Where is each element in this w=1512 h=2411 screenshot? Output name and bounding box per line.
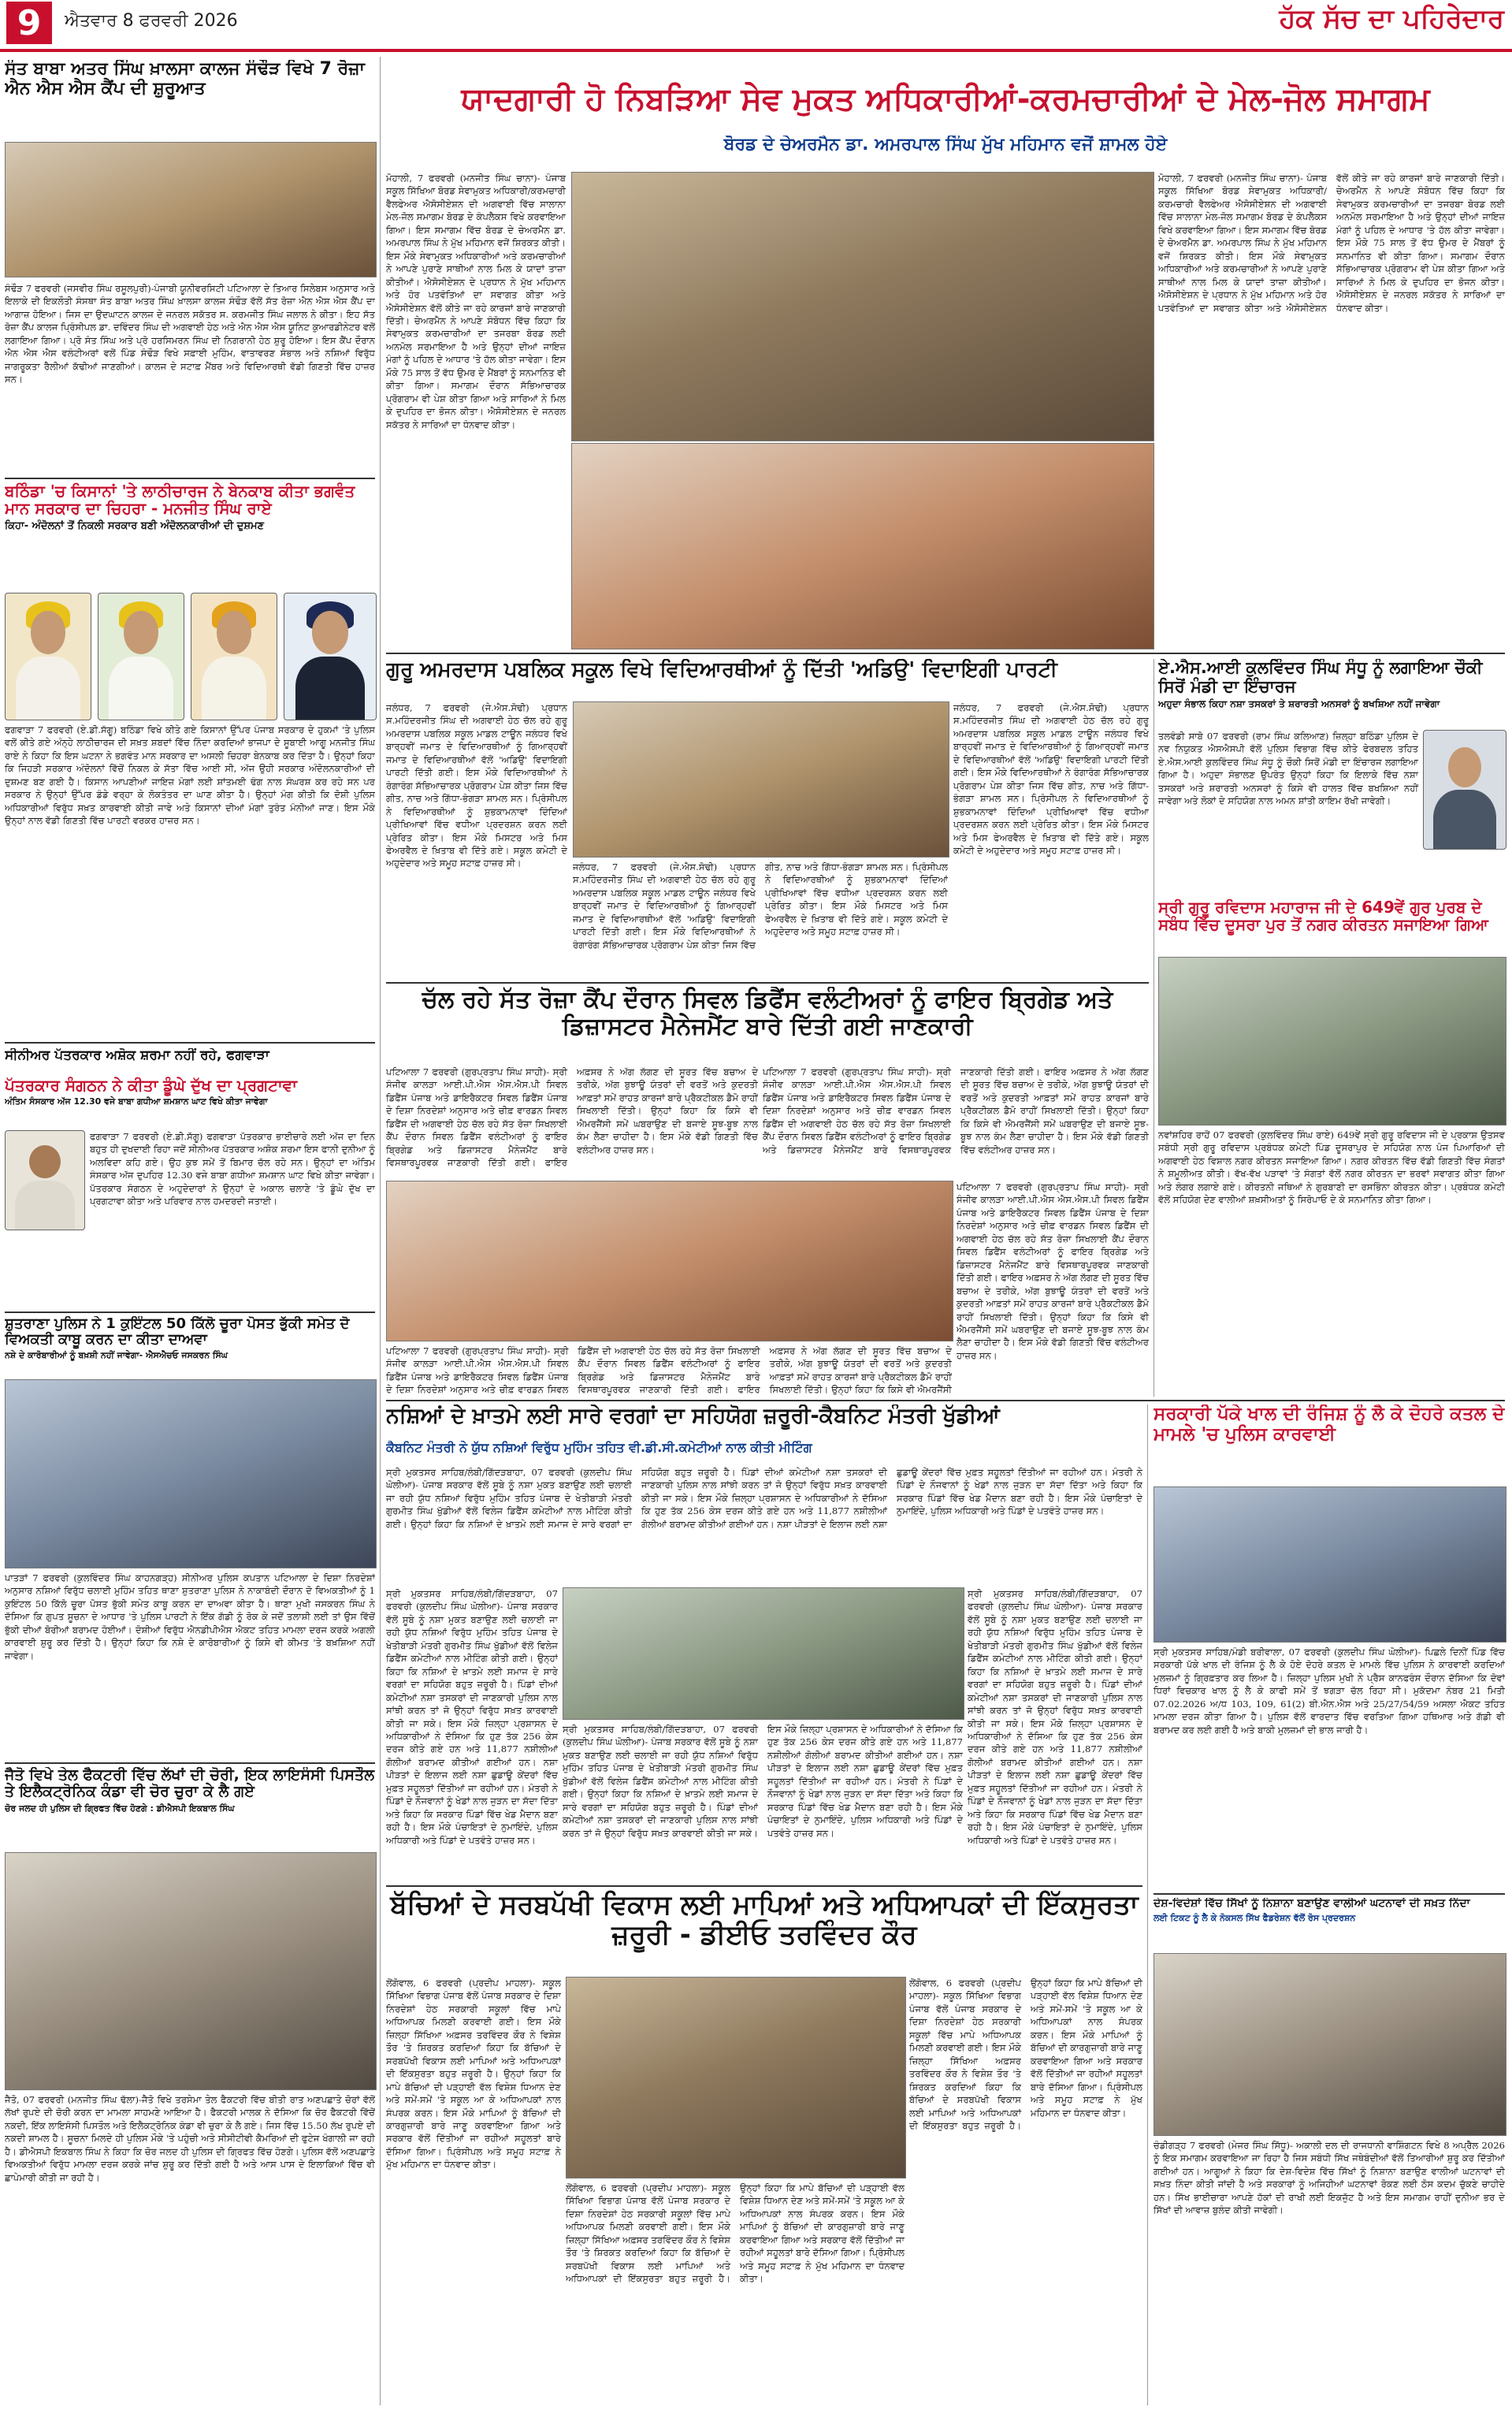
- delhi-headline-box: [1154, 1898, 1505, 1950]
- jatte-body: ਜੈਤੋ, 07 ਫਰਵਰੀ (ਮਨਜੀਤ ਸਿੰਘ ਢੱਲਾ)-ਜੈਤੋ ਵਿਖੇ ਤਰਸੇਮਾ ਤੇਲ ਫੈਕਟਰੀ ਵਿੱਚ ਬੀਤੀ ਰਾਤ ਅਣਪਛਾਤੇ ਚੋਰਾਂ ਵੱਲੋਂ ਲੱਖਾਂ ਰੁਪਏ ਦੀ ਚੋਰੀ ਕਰਨ ਦਾ ਮਾਮਲਾ ਸਾਹਮਣੇ ਆਇਆ ਹੈ। ਫੈਕਟਰੀ ਮਾਲਕ ਨੇ ਦੱਸਿਆ ਕਿ ਚੋਰ ਫੈਕਟਰੀ ਵਿੱਚੋਂ ਨਕਦੀ, ਇੱਕ ਲਾਇਸੰਸੀ ਪਿਸਤੌਲ ਅਤੇ ਇਲੈਕਟ੍ਰੋਨਿਕ ਕੰਡਾ ਵੀ ਚੁਰਾ ਕੇ ਲੈ ਗਏ। ਜਿਸ ਵਿੱਚ 15.50 ਲੱਖ ਰੁਪਏ ਦੀ ਨਕਦੀ ਸ਼ਾਮਲ ਹੈ। ਸੂਚਨਾ ਮਿਲਦੇ ਹੀ ਪੁਲਿਸ ਮੌਕੇ 'ਤੇ ਪਹੁੰਚੀ ਅਤੇ ਸੀਸੀਟੀਵੀ ਕੈਮਰਿਆਂ ਦੀ ਫੁਟੇਜ ਖੰਗਾਲੀ ਜਾ ਰਹੀ ਹੈ। ਡੀਐਸਪੀ ਇਕਬਾਲ ਸਿੰਘ ਨੇ ਕਿਹਾ ਕਿ ਚੋਰ ਜਲਦ ਹੀ ਪੁਲਿਸ ਦੀ ਗ੍ਰਿਫਤ ਵਿੱਚ ਹੋਣਗੇ। ਪੁਲਿਸ ਵੱਲੋਂ ਅਣਪਛਾਤੇ ਵਿਅਕਤੀਆਂ ਵਿਰੁੱਧ ਮਾਮਲਾ ਦਰਜ ਕਰਕੇ ਜਾਂਚ ਸ਼ੁਰੂ ਕਰ ਦਿੱਤੀ ਗਈ ਹੈ ਅਤੇ ਆਸ ਪਾਸ ਦੇ ਇਲਾਕਿਆਂ ਵਿੱਚ ਵੀ ਛਾਪੇਮਾਰੀ ਕੀਤੀ ਜਾ ਰਹੀ ਹੈ।: [5, 2094, 375, 2183]
- guru-amardas-body-c: ਜਲੰਧਰ, 7 ਫਰਵਰੀ (ਜੇ.ਐਸ.ਸੋਢੀ) ਪ੍ਰਧਾਨ ਸ.ਮਹਿੰਦਰਜੀਤ ਸਿੰਘ ਦੀ ਅਗਵਾਈ ਹੇਠ ਚੱਲ ਰਹੇ ਗੁਰੂ ਅਮਰਦਾਸ ਪਬਲਿਕ ਸਕੂਲ ਮਾਡਲ ਟਾਊਨ ਜਲੰਧਰ ਵਿਖੇ ਬਾਰ੍ਹਵੀਂ ਜਮਾਤ ਦੇ ਵਿਦਿਆਰਥੀਆਂ ਨੂੰ ਗਿਆਰ੍ਹਵੀਂ ਜਮਾਤ ਦੇ ਵਿਦਿਆਰਥੀਆਂ ਵੱਲੋਂ 'ਅਡਿਉ' ਵਿਦਾਇਗੀ ਪਾਰਟੀ ਦਿੱਤੀ ਗਈ। ਇਸ ਮੌਕੇ ਵਿਦਿਆਰਥੀਆਂ ਨੇ ਰੰਗਾਰੰਗ ਸੱਭਿਆਚਾਰਕ ਪ੍ਰੋਗਰਾਮ ਪੇਸ਼ ਕੀਤਾ ਜਿਸ ਵਿੱਚ ਗੀਤ, ਨਾਚ ਅਤੇ ਗਿੱਧਾ-ਭੰਗੜਾ ਸ਼ਾਮਲ ਸਨ। ਪ੍ਰਿੰਸੀਪਲ ਨੇ ਵਿਦਿਆਰਥੀਆਂ ਨੂੰ ਸ਼ੁਭਕਾਮਨਾਵਾਂ ਦਿੰਦਿਆਂ ਪ੍ਰੀਖਿਆਵਾਂ ਵਿੱਚ ਵਧੀਆ ਪ੍ਰਦਰਸ਼ਨ ਕਰਨ ਲਈ ਪ੍ਰੇਰਿਤ ਕੀਤਾ। ਇਸ ਮੌਕੇ ਮਿਸਟਰ ਅਤੇ ਮਿਸ ਫੇਅਰਵੈਲ ਦੇ ਖ਼ਿਤਾਬ ਵੀ ਦਿੱਤੇ ਗਏ। ਸਕੂਲ ਕਮੇਟੀ ਦੇ ਅਹੁਦੇਦਾਰ ਅਤੇ ਸਮੂਹ ਸਟਾਫ਼ ਹਾਜ਼ਰ ਸੀ।: [573, 861, 948, 951]
- nashe-body-c: ਸ੍ਰੀ ਮੁਕਤਸਰ ਸਾਹਿਬ/ਲੰਬੀ/ਗਿੱਦੜਬਾਹਾ, 07 ਫਰਵਰੀ (ਕੁਲਦੀਪ ਸਿੰਘ ਘੋਲੀਆ)- ਪੰਜਾਬ ਸਰਕਾਰ ਵੱਲੋਂ ਸੂਬੇ ਨੂੰ ਨਸ਼ਾ ਮੁਕਤ ਬਣਾਉਣ ਲਈ ਚਲਾਈ ਜਾ ਰਹੀ ਯੁੱਧ ਨਸ਼ਿਆਂ ਵਿਰੁੱਧ ਮੁਹਿੰਮ ਤਹਿਤ ਪੰਜਾਬ ਦੇ ਖੇਤੀਬਾੜੀ ਮੰਤਰੀ ਗੁਰਮੀਤ ਸਿੰਘ ਖੁੱਡੀਆਂ ਵੱਲੋਂ ਵਿਲੇਜ ਡਿਫੈਂਸ ਕਮੇਟੀਆਂ ਨਾਲ ਮੀਟਿੰਗ ਕੀਤੀ ਗਈ। ਉਨ੍ਹਾਂ ਕਿਹਾ ਕਿ ਨਸ਼ਿਆਂ ਦੇ ਖ਼ਾਤਮੇ ਲਈ ਸਮਾਜ ਦੇ ਸਾਰੇ ਵਰਗਾਂ ਦਾ ਸਹਿਯੋਗ ਬਹੁਤ ਜ਼ਰੂਰੀ ਹੈ। ਪਿੰਡਾਂ ਦੀਆਂ ਕਮੇਟੀਆਂ ਨਸ਼ਾ ਤਸਕਰਾਂ ਦੀ ਜਾਣਕਾਰੀ ਪੁਲਿਸ ਨਾਲ ਸਾਂਝੀ ਕਰਨ ਤਾਂ ਜੋ ਉਨ੍ਹਾਂ ਵਿਰੁੱਧ ਸਖ਼ਤ ਕਾਰਵਾਈ ਕੀਤੀ ਜਾ ਸਕੇ। ਇਸ ਮੌਕੇ ਜ਼ਿਲ੍ਹਾ ਪ੍ਰਸ਼ਾਸਨ ਦੇ ਅਧਿਕਾਰੀਆਂ ਨੇ ਦੱਸਿਆ ਕਿ ਹੁਣ ਤੱਕ 256 ਕੇਸ ਦਰਜ ਕੀਤੇ ਗਏ ਹਨ ਅਤੇ 11,877 ਨਸ਼ੀਲੀਆਂ ਗੋਲੀਆਂ ਬਰਾਮਦ ਕੀਤੀਆਂ ਗਈਆਂ ਹਨ। ਨਸ਼ਾ ਪੀੜਤਾਂ ਦੇ ਇਲਾਜ ਲਈ ਨਸ਼ਾ ਛੁਡਾਊ ਕੇਂਦਰਾਂ ਵਿੱਚ ਮੁਫ਼ਤ ਸਹੂਲਤਾਂ ਦਿੱਤੀਆਂ ਜਾ ਰਹੀਆਂ ਹਨ। ਮੰਤਰੀ ਨੇ ਪਿੰਡਾਂ ਦੇ ਨੌਜਵਾਨਾਂ ਨੂੰ ਖੇਡਾਂ ਨਾਲ ਜੁੜਨ ਦਾ ਸੱਦਾ ਦਿੱਤਾ ਅਤੇ ਕਿਹਾ ਕਿ ਸਰਕਾਰ ਪਿੰਡਾਂ ਵਿੱਚ ਖੇਡ ਮੈਦਾਨ ਬਣਾ ਰਹੀ ਹੈ। ਇਸ ਮੌਕੇ ਪੰਚਾਇਤਾਂ ਦੇ ਨੁਮਾਇੰਦੇ, ਪੁਲਿਸ ਅਧਿਕਾਰੀ ਅਤੇ ਪਿੰਡਾਂ ਦੇ ਪਤਵੰਤੇ ਹਾਜ਼ਰ ਸਨ।: [968, 1588, 1142, 1846]
- lead-body-left: ਮੋਹਾਲੀ, 7 ਫਰਵਰੀ (ਮਨਜੀਤ ਸਿੰਘ ਚਾਨਾ)- ਪੰਜਾਬ ਸਕੂਲ ਸਿੱਖਿਆ ਬੋਰਡ ਸੇਵਾਮੁਕਤ ਅਧਿਕਾਰੀ/ਕਰਮਚਾਰੀ ਵੈਲਫੇਅਰ ਐਸੋਸੀਏਸ਼ਨ ਦੀ ਅਗਵਾਈ ਵਿੱਚ ਸਾਲਾਨਾ ਮੇਲ-ਜੋਲ ਸਮਾਗਮ ਬੋਰਡ ਦੇ ਕੰਪਲੈਕਸ ਵਿਖੇ ਕਰਵਾਇਆ ਗਿਆ। ਇਸ ਸਮਾਗਮ ਵਿੱਚ ਬੋਰਡ ਦੇ ਚੇਅਰਮੈਨ ਡਾ. ਅਮਰਪਾਲ ਸਿੰਘ ਨੇ ਮੁੱਖ ਮਹਿਮਾਨ ਵਜੋਂ ਸ਼ਿਰਕਤ ਕੀਤੀ। ਇਸ ਮੌਕੇ ਸੇਵਾਮੁਕਤ ਅਧਿਕਾਰੀਆਂ ਅਤੇ ਕਰਮਚਾਰੀਆਂ ਨੇ ਆਪਣੇ ਪੁਰਾਣੇ ਸਾਥੀਆਂ ਨਾਲ ਮਿਲ ਕੇ ਯਾਦਾਂ ਤਾਜ਼ਾ ਕੀਤੀਆਂ। ਐਸੋਸੀਏਸ਼ਨ ਦੇ ਪ੍ਰਧਾਨ ਨੇ ਮੁੱਖ ਮਹਿਮਾਨ ਅਤੇ ਹੋਰ ਪਤਵੰਤਿਆਂ ਦਾ ਸਵਾਗਤ ਕੀਤਾ ਅਤੇ ਐਸੋਸੀਏਸ਼ਨ ਵੱਲੋਂ ਕੀਤੇ ਜਾ ਰਹੇ ਕਾਰਜਾਂ ਬਾਰੇ ਜਾਣਕਾਰੀ ਦਿੱਤੀ। ਚੇਅਰਮੈਨ ਨੇ ਆਪਣੇ ਸੰਬੋਧਨ ਵਿੱਚ ਕਿਹਾ ਕਿ ਸੇਵਾਮੁਕਤ ਕਰਮਚਾਰੀਆਂ ਦਾ ਤਜਰਬਾ ਬੋਰਡ ਲਈ ਅਨਮੋਲ ਸਰਮਾਇਆ ਹੈ ਅਤੇ ਉਨ੍ਹਾਂ ਦੀਆਂ ਜਾਇਜ਼ ਮੰਗਾਂ ਨੂੰ ਪਹਿਲ ਦੇ ਆਧਾਰ 'ਤੇ ਹੱਲ ਕੀਤਾ ਜਾਵੇਗਾ। ਇਸ ਮੌਕੇ 75 ਸਾਲ ਤੋਂ ਵੱਧ ਉਮਰ ਦੇ ਮੈਂਬਰਾਂ ਨੂੰ ਸਨਮਾਨਿਤ ਵੀ ਕੀਤਾ ਗਿਆ। ਸਮਾਗਮ ਦੌਰਾਨ ਸੱਭਿਆਚਾਰਕ ਪ੍ਰੋਗਰਾਮ ਵੀ ਪੇਸ਼ ਕੀਤਾ ਗਿਆ ਅਤੇ ਸਾਰਿਆਂ ਨੇ ਮਿਲ ਕੇ ਦੁਪਹਿਰ ਦਾ ਭੋਜਨ ਕੀਤਾ। ਐਸੋਸੀਏਸ਼ਨ ਦੇ ਜਨਰਲ ਸਕੱਤਰ ਨੇ ਸਾਰਿਆਂ ਦਾ ਧੰਨਵਾਦ ਕੀਤਾ।: [386, 173, 566, 430]
- guru-amardas-body-a: ਜਲੰਧਰ, 7 ਫਰਵਰੀ (ਜੇ.ਐਸ.ਸੋਢੀ) ਪ੍ਰਧਾਨ ਸ.ਮਹਿੰਦਰਜੀਤ ਸਿੰਘ ਦੀ ਅਗਵਾਈ ਹੇਠ ਚੱਲ ਰਹੇ ਗੁਰੂ ਅਮਰਦਾਸ ਪਬਲਿਕ ਸਕੂਲ ਮਾਡਲ ਟਾਊਨ ਜਲੰਧਰ ਵਿਖੇ ਬਾਰ੍ਹਵੀਂ ਜਮਾਤ ਦੇ ਵਿਦਿਆਰਥੀਆਂ ਨੂੰ ਗਿਆਰ੍ਹਵੀਂ ਜਮਾਤ ਦੇ ਵਿਦਿਆਰਥੀਆਂ ਵੱਲੋਂ 'ਅਡਿਉ' ਵਿਦਾਇਗੀ ਪਾਰਟੀ ਦਿੱਤੀ ਗਈ। ਇਸ ਮੌਕੇ ਵਿਦਿਆਰਥੀਆਂ ਨੇ ਰੰਗਾਰੰਗ ਸੱਭਿਆਚਾਰਕ ਪ੍ਰੋਗਰਾਮ ਪੇਸ਼ ਕੀਤਾ ਜਿਸ ਵਿੱਚ ਗੀਤ, ਨਾਚ ਅਤੇ ਗਿੱਧਾ-ਭੰਗੜਾ ਸ਼ਾਮਲ ਸਨ। ਪ੍ਰਿੰਸੀਪਲ ਨੇ ਵਿਦਿਆਰਥੀਆਂ ਨੂੰ ਸ਼ੁਭਕਾਮਨਾਵਾਂ ਦਿੰਦਿਆਂ ਪ੍ਰੀਖਿਆਵਾਂ ਵਿੱਚ ਵਧੀਆ ਪ੍ਰਦਰਸ਼ਨ ਕਰਨ ਲਈ ਪ੍ਰੇਰਿਤ ਕੀਤਾ। ਇਸ ਮੌਕੇ ਮਿਸਟਰ ਅਤੇ ਮਿਸ ਫੇਅਰਵੈਲ ਦੇ ਖ਼ਿਤਾਬ ਵੀ ਦਿੱਤੇ ਗਏ। ਸਕੂਲ ਕਮੇਟੀ ਦੇ ਅਹੁਦੇਦਾਰ ਅਤੇ ਸਮੂਹ ਸਟਾਫ਼ ਹਾਜ਼ਰ ਸੀ।: [386, 702, 567, 869]
- guru-amardas-photo: [573, 701, 949, 858]
- divider: [386, 982, 1149, 984]
- bathinda-headline-box: [5, 482, 375, 550]
- poppy-kicker: ਨਸ਼ੇ ਦੇ ਕਾਰੋਬਾਰੀਆਂ ਨੂੰ ਬਖ਼ਸ਼ੀ ਨਹੀਂ ਜਾਵੇਗਾ- ਐਸਐਚਓ ਜਸਕਰਨ ਸਿੰਘ: [5, 1350, 228, 1361]
- portrait-photo: [5, 1130, 85, 1230]
- column-rule: [1147, 1405, 1148, 2405]
- newspaper-brand: ਹੱਕ ਸੱਚ ਦਾ ਪਹਿਰੇਦਾਰ: [1279, 3, 1504, 35]
- guru-amardas-body-b: ਜਲੰਧਰ, 7 ਫਰਵਰੀ (ਜੇ.ਐਸ.ਸੋਢੀ) ਪ੍ਰਧਾਨ ਸ.ਮਹਿੰਦਰਜੀਤ ਸਿੰਘ ਦੀ ਅਗਵਾਈ ਹੇਠ ਚੱਲ ਰਹੇ ਗੁਰੂ ਅਮਰਦਾਸ ਪਬਲਿਕ ਸਕੂਲ ਮਾਡਲ ਟਾਊਨ ਜਲੰਧਰ ਵਿਖੇ ਬਾਰ੍ਹਵੀਂ ਜਮਾਤ ਦੇ ਵਿਦਿਆਰਥੀਆਂ ਨੂੰ ਗਿਆਰ੍ਹਵੀਂ ਜਮਾਤ ਦੇ ਵਿਦਿਆਰਥੀਆਂ ਵੱਲੋਂ 'ਅਡਿਉ' ਵਿਦਾਇਗੀ ਪਾਰਟੀ ਦਿੱਤੀ ਗਈ। ਇਸ ਮੌਕੇ ਵਿਦਿਆਰਥੀਆਂ ਨੇ ਰੰਗਾਰੰਗ ਸੱਭਿਆਚਾਰਕ ਪ੍ਰੋਗਰਾਮ ਪੇਸ਼ ਕੀਤਾ ਜਿਸ ਵਿੱਚ ਗੀਤ, ਨਾਚ ਅਤੇ ਗਿੱਧਾ-ਭੰਗੜਾ ਸ਼ਾਮਲ ਸਨ। ਪ੍ਰਿੰਸੀਪਲ ਨੇ ਵਿਦਿਆਰਥੀਆਂ ਨੂੰ ਸ਼ੁਭਕਾਮਨਾਵਾਂ ਦਿੰਦਿਆਂ ਪ੍ਰੀਖਿਆਵਾਂ ਵਿੱਚ ਵਧੀਆ ਪ੍ਰਦਰਸ਼ਨ ਕਰਨ ਲਈ ਪ੍ਰੇਰਿਤ ਕੀਤਾ। ਇਸ ਮੌਕੇ ਮਿਸਟਰ ਅਤੇ ਮਿਸ ਫੇਅਰਵੈਲ ਦੇ ਖ਼ਿਤਾਬ ਵੀ ਦਿੱਤੇ ਗਏ। ਸਕੂਲ ਕਮੇਟੀ ਦੇ ਅਹੁਦੇਦਾਰ ਅਤੇ ਸਮੂਹ ਸਟਾਫ਼ ਹਾਜ਼ਰ ਸੀ।: [953, 702, 1149, 856]
- nashe-body-a: ਸ੍ਰੀ ਮੁਕਤਸਰ ਸਾਹਿਬ/ਲੰਬੀ/ਗਿੱਦੜਬਾਹਾ, 07 ਫਰਵਰੀ (ਕੁਲਦੀਪ ਸਿੰਘ ਘੋਲੀਆ)- ਪੰਜਾਬ ਸਰਕਾਰ ਵੱਲੋਂ ਸੂਬੇ ਨੂੰ ਨਸ਼ਾ ਮੁਕਤ ਬਣਾਉਣ ਲਈ ਚਲਾਈ ਜਾ ਰਹੀ ਯੁੱਧ ਨਸ਼ਿਆਂ ਵਿਰੁੱਧ ਮੁਹਿੰਮ ਤਹਿਤ ਪੰਜਾਬ ਦੇ ਖੇਤੀਬਾੜੀ ਮੰਤਰੀ ਗੁਰਮੀਤ ਸਿੰਘ ਖੁੱਡੀਆਂ ਵੱਲੋਂ ਵਿਲੇਜ ਡਿਫੈਂਸ ਕਮੇਟੀਆਂ ਨਾਲ ਮੀਟਿੰਗ ਕੀਤੀ ਗਈ। ਉਨ੍ਹਾਂ ਕਿਹਾ ਕਿ ਨਸ਼ਿਆਂ ਦੇ ਖ਼ਾਤਮੇ ਲਈ ਸਮਾਜ ਦੇ ਸਾਰੇ ਵਰਗਾਂ ਦਾ ਸਹਿਯੋਗ ਬਹੁਤ ਜ਼ਰੂਰੀ ਹੈ। ਪਿੰਡਾਂ ਦੀਆਂ ਕਮੇਟੀਆਂ ਨਸ਼ਾ ਤਸਕਰਾਂ ਦੀ ਜਾਣਕਾਰੀ ਪੁਲਿਸ ਨਾਲ ਸਾਂਝੀ ਕਰਨ ਤਾਂ ਜੋ ਉਨ੍ਹਾਂ ਵਿਰੁੱਧ ਸਖ਼ਤ ਕਾਰਵਾਈ ਕੀਤੀ ਜਾ ਸਕੇ। ਇਸ ਮੌਕੇ ਜ਼ਿਲ੍ਹਾ ਪ੍ਰਸ਼ਾਸਨ ਦੇ ਅਧਿਕਾਰੀਆਂ ਨੇ ਦੱਸਿਆ ਕਿ ਹੁਣ ਤੱਕ 256 ਕੇਸ ਦਰਜ ਕੀਤੇ ਗਏ ਹਨ ਅਤੇ 11,877 ਨਸ਼ੀਲੀਆਂ ਗੋਲੀਆਂ ਬਰਾਮਦ ਕੀਤੀਆਂ ਗਈਆਂ ਹਨ। ਨਸ਼ਾ ਪੀੜਤਾਂ ਦੇ ਇਲਾਜ ਲਈ ਨਸ਼ਾ ਛੁਡਾਊ ਕੇਂਦਰਾਂ ਵਿੱਚ ਮੁਫ਼ਤ ਸਹੂਲਤਾਂ ਦਿੱਤੀਆਂ ਜਾ ਰਹੀਆਂ ਹਨ। ਮੰਤਰੀ ਨੇ ਪਿੰਡਾਂ ਦੇ ਨੌਜਵਾਨਾਂ ਨੂੰ ਖੇਡਾਂ ਨਾਲ ਜੁੜਨ ਦਾ ਸੱਦਾ ਦਿੱਤਾ ਅਤੇ ਕਿਹਾ ਕਿ ਸਰਕਾਰ ਪਿੰਡਾਂ ਵਿੱਚ ਖੇਡ ਮੈਦਾਨ ਬਣਾ ਰਹੀ ਹੈ। ਇਸ ਮੌਕੇ ਪੰਚਾਇਤਾਂ ਦੇ ਨੁਮਾਇੰਦੇ, ਪੁਲਿਸ ਅਧਿਕਾਰੀ ਅਤੇ ਪਿੰਡਾਂ ਦੇ ਪਤਵੰਤੇ ਹਾਜ਼ਰ ਸਨ।: [386, 1467, 1142, 1530]
- delhi-headline: ਦੇਸ਼-ਵਿਦੇਸ਼ਾਂ ਵਿੱਚ ਸਿੱਖਾਂ ਨੂੰ ਨਿਸ਼ਾਨਾ ਬਣਾਉਣ ਵਾਲੀਆਂ ਘਟਨਾਵਾਂ ਦੀ ਸਖ਼ਤ ਨਿੰਦਾ: [1154, 1898, 1470, 1910]
- patrakar1-headline-box: [5, 1048, 375, 1075]
- civil-defence-headline: ਚੱਲ ਰਹੇ ਸੱਤ ਰੋਜ਼ਾ ਕੈਂਪ ਦੌਰਾਨ ਸਿਵਲ ਡਿਫੈਂਸ ਵਲੰਟੀਅਰਾਂ ਨੂੰ ਫਾਇਰ ਬ੍ਰਿਗੇਡ ਅਤੇ ਡਿਜ਼ਾਸਟਰ ਮੈਨੇਜਮੈਂਟ ਬਾਰੇ ਦਿੱਤੀ ਗਈ ਜਾਣਕਾਰੀ: [422, 987, 1113, 1040]
- poppy-body: ਪਾਤੜਾਂ 7 ਫਰਵਰੀ (ਕੁਲਵਿੰਦਰ ਸਿੰਘ ਕਾਹਨਗੜ੍ਹ) ਸੀਨੀਅਰ ਪੁਲਿਸ ਕਪਤਾਨ ਪਟਿਆਲਾ ਦੇ ਦਿਸ਼ਾ ਨਿਰਦੇਸ਼ਾਂ ਅਨੁਸਾਰ ਨਸ਼ਿਆਂ ਵਿਰੁੱਧ ਚਲਾਈ ਮੁਹਿੰਮ ਤਹਿਤ ਥਾਣਾ ਸ਼ੁਤਰਾਣਾ ਪੁਲਿਸ ਨੇ ਨਾਕਾਬੰਦੀ ਦੌਰਾਨ ਦੋ ਵਿਅਕਤੀਆਂ ਨੂੰ 1 ਕੁਇੰਟਲ 50 ਕਿੱਲੋ ਚੂਰਾ ਪੋਸਤ ਭੁੱਕੀ ਸਮੇਤ ਕਾਬੂ ਕਰਨ ਦਾ ਦਾਅਵਾ ਕੀਤਾ ਹੈ। ਥਾਣਾ ਮੁਖੀ ਜਸਕਰਨ ਸਿੰਘ ਨੇ ਦੱਸਿਆ ਕਿ ਗੁਪਤ ਸੂਚਨਾ ਦੇ ਆਧਾਰ 'ਤੇ ਪੁਲਿਸ ਪਾਰਟੀ ਨੇ ਇੱਕ ਗੱਡੀ ਨੂੰ ਰੋਕ ਕੇ ਜਦੋਂ ਤਲਾਸ਼ੀ ਲਈ ਤਾਂ ਉਸ ਵਿੱਚੋਂ ਭੁੱਕੀ ਦੀਆਂ ਬੋਰੀਆਂ ਬਰਾਮਦ ਹੋਈਆਂ। ਦੋਸ਼ੀਆਂ ਵਿਰੁੱਧ ਐਨਡੀਪੀਐਸ ਐਕਟ ਤਹਿਤ ਮਾਮਲਾ ਦਰਜ ਕਰਕੇ ਅਗਲੀ ਕਾਰਵਾਈ ਸ਼ੁਰੂ ਕਰ ਦਿੱਤੀ ਹੈ। ਉਨ੍ਹਾਂ ਕਿਹਾ ਕਿ ਨਸ਼ੇ ਦੇ ਕਾਰੋਬਾਰੀਆਂ ਨੂੰ ਕਿਸੇ ਵੀ ਕੀਮਤ 'ਤੇ ਬਖ਼ਸ਼ਿਆ ਨਹੀਂ ਜਾਵੇਗਾ।: [5, 1572, 375, 1661]
- lead-subhead-box: [386, 136, 1505, 162]
- guru-amardas-headline-box: [386, 659, 1149, 698]
- kuldeep-kicker: ਅਹੁਦਾ ਸੰਭਾਲ ਕਿਹਾ ਨਸ਼ਾ ਤਸਕਰਾਂ ਤੇ ਸ਼ਰਾਰਤੀ ਅਨਸਰਾਂ ਨੂੰ ਬਖਸ਼ਿਆ ਨਹੀਂ ਜਾਵੇਗਾ: [1158, 698, 1440, 710]
- civil-defence-body-d: ਪਟਿਆਲਾ 7 ਫਰਵਰੀ (ਗੁਰਪ੍ਰਤਾਪ ਸਿੰਘ ਸਾਹੀ)- ਸ੍ਰੀ ਸੰਜੀਵ ਕਾਲੜਾ ਆਈ.ਪੀ.ਐਸ ਐਸ.ਐਸ.ਪੀ ਸਿਵਲ ਡਿਫੈਂਸ ਪੰਜਾਬ ਅਤੇ ਡਾਇਰੈਕਟਰ ਸਿਵਲ ਡਿਫੈਂਸ ਪੰਜਾਬ ਦੇ ਦਿਸ਼ਾ ਨਿਰਦੇਸ਼ਾਂ ਅਨੁਸਾਰ ਅਤੇ ਚੀਫ਼ ਵਾਰਡਨ ਸਿਵਲ ਡਿਫੈਂਸ ਦੀ ਅਗਵਾਈ ਹੇਠ ਚੱਲ ਰਹੇ ਸੱਤ ਰੋਜ਼ਾ ਸਿਖਲਾਈ ਕੈਂਪ ਦੌਰਾਨ ਸਿਵਲ ਡਿਫੈਂਸ ਵਲੰਟੀਅਰਾਂ ਨੂੰ ਫਾਇਰ ਬ੍ਰਿਗੇਡ ਅਤੇ ਡਿਜ਼ਾਸਟਰ ਮੈਨੇਜਮੈਂਟ ਬਾਰੇ ਵਿਸਥਾਰਪੂਰਵਕ ਜਾਣਕਾਰੀ ਦਿੱਤੀ ਗਈ। ਫਾਇਰ ਅਫ਼ਸਰ ਨੇ ਅੱਗ ਲੱਗਣ ਦੀ ਸੂਰਤ ਵਿੱਚ ਬਚਾਅ ਦੇ ਤਰੀਕੇ, ਅੱਗ ਬੁਝਾਊ ਯੰਤਰਾਂ ਦੀ ਵਰਤੋਂ ਅਤੇ ਕੁਦਰਤੀ ਆਫ਼ਤਾਂ ਸਮੇਂ ਰਾਹਤ ਕਾਰਜਾਂ ਬਾਰੇ ਪ੍ਰੈਕਟੀਕਲ ਡੈਮੋ ਰਾਹੀਂ ਸਿਖਲਾਈ ਦਿੱਤੀ। ਉਨ੍ਹਾਂ ਕਿਹਾ ਕਿ ਕਿਸੇ ਵੀ ਐਮਰਜੈਂਸੀ: [386, 1345, 952, 1396]
- civil-defence-photo: [386, 1181, 953, 1341]
- nss-camp-photo: [5, 142, 377, 277]
- bachian-body-b: ਲੋਂਗੋਵਾਲ, 6 ਫਰਵਰੀ (ਪ੍ਰਦੀਪ ਮਾਹਲਾ)- ਸਕੂਲ ਸਿੱਖਿਆ ਵਿਭਾਗ ਪੰਜਾਬ ਵੱਲੋਂ ਪੰਜਾਬ ਸਰਕਾਰ ਦੇ ਦਿਸ਼ਾ ਨਿਰਦੇਸ਼ਾਂ ਹੇਠ ਸਰਕਾਰੀ ਸਕੂਲਾਂ ਵਿੱਚ ਮਾਪੇ ਅਧਿਆਪਕ ਮਿਲਣੀ ਕਰਵਾਈ ਗਈ। ਇਸ ਮੌਕੇ ਜ਼ਿਲ੍ਹਾ ਸਿੱਖਿਆ ਅਫ਼ਸਰ ਤਰਵਿੰਦਰ ਕੌਰ ਨੇ ਵਿਸ਼ੇਸ਼ ਤੌਰ 'ਤੇ ਸ਼ਿਰਕਤ ਕਰਦਿਆਂ ਕਿਹਾ ਕਿ ਬੱਚਿਆਂ ਦੇ ਸਰਬਪੱਖੀ ਵਿਕਾਸ ਲਈ ਮਾਪਿਆਂ ਅਤੇ ਅਧਿਆਪਕਾਂ ਦੀ ਇੱਕਸੁਰਤਾ ਬਹੁਤ ਜ਼ਰੂਰੀ ਹੈ। ਉਨ੍ਹਾਂ ਕਿਹਾ ਕਿ ਮਾਪੇ ਬੱਚਿਆਂ ਦੀ ਪੜ੍ਹਾਈ ਵੱਲ ਵਿਸ਼ੇਸ਼ ਧਿਆਨ ਦੇਣ ਅਤੇ ਸਮੇਂ-ਸਮੇਂ 'ਤੇ ਸਕੂਲ ਆ ਕੇ ਅਧਿਆਪਕਾਂ ਨਾਲ ਸੰਪਰਕ ਕਰਨ। ਇਸ ਮੌਕੇ ਮਾਪਿਆਂ ਨੂੰ ਬੱਚਿਆਂ ਦੀ ਕਾਰਗੁਜ਼ਾਰੀ ਬਾਰੇ ਜਾਣੂ ਕਰਵਾਇਆ ਗਿਆ ਅਤੇ ਸਰਕਾਰ ਵੱਲੋਂ ਦਿੱਤੀਆਂ ਜਾ ਰਹੀਆਂ ਸਹੂਲਤਾਂ ਬਾਰੇ ਦੱਸਿਆ ਗਿਆ। ਪ੍ਰਿੰਸੀਪਲ ਅਤੇ ਸਮੂਹ ਸਟਾਫ਼ ਨੇ ਮੁੱਖ ਮਹਿਮਾਨ ਦਾ ਧੰਨਵਾਦ ਕੀਤਾ।: [566, 2182, 905, 2285]
- civil-defence-body-a: ਪਟਿਆਲਾ 7 ਫਰਵਰੀ (ਗੁਰਪ੍ਰਤਾਪ ਸਿੰਘ ਸਾਹੀ)- ਸ੍ਰੀ ਸੰਜੀਵ ਕਾਲੜਾ ਆਈ.ਪੀ.ਐਸ ਐਸ.ਐਸ.ਪੀ ਸਿਵਲ ਡਿਫੈਂਸ ਪੰਜਾਬ ਅਤੇ ਡਾਇਰੈਕਟਰ ਸਿਵਲ ਡਿਫੈਂਸ ਪੰਜਾਬ ਦੇ ਦਿਸ਼ਾ ਨਿਰਦੇਸ਼ਾਂ ਅਨੁਸਾਰ ਅਤੇ ਚੀਫ਼ ਵਾਰਡਨ ਸਿਵਲ ਡਿਫੈਂਸ ਦੀ ਅਗਵਾਈ ਹੇਠ ਚੱਲ ਰਹੇ ਸੱਤ ਰੋਜ਼ਾ ਸਿਖਲਾਈ ਕੈਂਪ ਦੌਰਾਨ ਸਿਵਲ ਡਿਫੈਂਸ ਵਲੰਟੀਅਰਾਂ ਨੂੰ ਫਾਇਰ ਬ੍ਰਿਗੇਡ ਅਤੇ ਡਿਜ਼ਾਸਟਰ ਮੈਨੇਜਮੈਂਟ ਬਾਰੇ ਵਿਸਥਾਰਪੂਰਵਕ ਜਾਣਕਾਰੀ ਦਿੱਤੀ ਗਈ। ਫਾਇਰ ਅਫ਼ਸਰ ਨੇ ਅੱਗ ਲੱਗਣ ਦੀ ਸੂਰਤ ਵਿੱਚ ਬਚਾਅ ਦੇ ਤਰੀਕੇ, ਅੱਗ ਬੁਝਾਊ ਯੰਤਰਾਂ ਦੀ ਵਰਤੋਂ ਅਤੇ ਕੁਦਰਤੀ ਆਫ਼ਤਾਂ ਸਮੇਂ ਰਾਹਤ ਕਾਰਜਾਂ ਬਾਰੇ ਪ੍ਰੈਕਟੀਕਲ ਡੈਮੋ ਰਾਹੀਂ ਸਿਖਲਾਈ ਦਿੱਤੀ। ਉਨ੍ਹਾਂ ਕਿਹਾ ਕਿ ਕਿਸੇ ਵੀ ਐਮਰਜੈਂਸੀ ਸਮੇਂ ਘਬਰਾਉਣ ਦੀ ਬਜਾਏ ਸੂਝ-ਬੂਝ ਨਾਲ ਕੰਮ ਲੈਣਾ ਚਾਹੀਦਾ ਹੈ। ਇਸ ਮੌਕੇ ਵੱਡੀ ਗਿਣਤੀ ਵਿੱਚ ਵਲੰਟੀਅਰ ਹਾਜ਼ਰ ਸਨ।: [386, 1066, 758, 1169]
- delhi-body: ਚੰਡੀਗੜ੍ਹ 7 ਫਰਵਰੀ (ਮੇਜਰ ਸਿੰਘ ਸਿੱਧੂ)- ਅਕਾਲੀ ਦਲ ਦੀ ਰਾਜਧਾਨੀ ਵਾਸ਼ਿੰਗਟਨ ਵਿਖੇ 8 ਅਪ੍ਰੈਲ 2026 ਨੂੰ ਇਕ ਸਮਾਗਮ ਕਰਵਾਇਆ ਜਾ ਰਿਹਾ ਹੈ ਜਿਸ ਸਬੰਧੀ ਸਿੱਖ ਜਥੇਬੰਦੀਆਂ ਵੱਲੋਂ ਤਿਆਰੀਆਂ ਸ਼ੁਰੂ ਕਰ ਦਿੱਤੀਆਂ ਗਈਆਂ ਹਨ। ਆਗੂਆਂ ਨੇ ਕਿਹਾ ਕਿ ਦੇਸ਼-ਵਿਦੇਸ਼ ਵਿੱਚ ਸਿੱਖਾਂ ਨੂੰ ਨਿਸ਼ਾਨਾ ਬਣਾਉਣ ਵਾਲੀਆਂ ਘਟਨਾਵਾਂ ਦੀ ਸਖ਼ਤ ਨਿੰਦਾ ਕੀਤੀ ਜਾਂਦੀ ਹੈ ਅਤੇ ਸਰਕਾਰਾਂ ਨੂੰ ਅਜਿਹੀਆਂ ਘਟਨਾਵਾਂ ਰੋਕਣ ਲਈ ਠੋਸ ਕਦਮ ਚੁੱਕਣੇ ਚਾਹੀਦੇ ਹਨ। ਸਿੱਖ ਭਾਈਚਾਰਾ ਆਪਣੇ ਹੱਕਾਂ ਦੀ ਰਾਖੀ ਲਈ ਇਕਜੁੱਟ ਹੈ ਅਤੇ ਇਸ ਸਮਾਗਮ ਰਾਹੀਂ ਦੁਨੀਆ ਭਰ ਦੇ ਸਿੱਖਾਂ ਦੀ ਆਵਾਜ਼ ਬੁਲੰਦ ਕੀਤੀ ਜਾਵੇਗੀ।: [1154, 2140, 1505, 2216]
- kuldeep-body: ਤਲਵੰਡੀ ਸਾਬੋ 07 ਫਰਵਰੀ (ਰਾਮ ਸਿੰਘ ਕਲਿਆਣ) ਜ਼ਿਲ੍ਹਾ ਬਠਿੰਡਾ ਪੁਲਿਸ ਦੇ ਨਵ ਨਿਯੁਕਤ ਐਸਐਸਪੀ ਵੱਲੋਂ ਪੁਲਿਸ ਵਿਭਾਗ ਵਿੱਚ ਕੀਤੇ ਫੇਰਬਦਲ ਤਹਿਤ ਏ.ਐਸ.ਆਈ ਕੁਲਵਿੰਦਰ ਸਿੰਘ ਸੰਧੂ ਨੂੰ ਚੌਕੀ ਸਿਰੋਂ ਮੰਡੀ ਦਾ ਇੰਚਾਰਜ ਲਗਾਇਆ ਗਿਆ ਹੈ। ਅਹੁਦਾ ਸੰਭਾਲਣ ਉਪਰੰਤ ਉਨ੍ਹਾਂ ਕਿਹਾ ਕਿ ਇਲਾਕੇ ਵਿੱਚ ਨਸ਼ਾ ਤਸਕਰਾਂ ਅਤੇ ਸ਼ਰਾਰਤੀ ਅਨਸਰਾਂ ਨੂੰ ਕਿਸੇ ਵੀ ਹਾਲਤ ਵਿੱਚ ਬਖਸ਼ਿਆ ਨਹੀਂ ਜਾਵੇਗਾ ਅਤੇ ਲੋਕਾਂ ਦੇ ਸਹਿਯੋਗ ਨਾਲ ਅਮਨ ਸ਼ਾਂਤੀ ਕਾਇਮ ਰੱਖੀ ਜਾਵੇਗੀ।: [1158, 731, 1418, 807]
- patrakar2-kicker: ਅੰਤਿਮ ਸੰਸਕਾਰ ਅੱਜ 12.30 ਵਜੇ ਬਾਬਾ ਗਧੀਆ ਸ਼ਮਸ਼ਾਨ ਘਾਟ ਵਿਖੇ ਕੀਤਾ ਜਾਵੇਗਾ: [5, 1096, 268, 1107]
- divider: [386, 1400, 1505, 1401]
- portrait-photo: [284, 593, 377, 720]
- divider: [1154, 1893, 1505, 1895]
- divider: [5, 478, 375, 479]
- nashe-photo: [563, 1587, 964, 1720]
- delhi-photo-caption: ਲਈ ਟਿਕਟ ਨੂੰ ਲੈ ਕੇ ਨੋਕਸਲ ਸਿੱਖ ਫੈਡਰੇਸ਼ਨ ਵੱਲੋਂ ਰੋਸ ਪ੍ਰਦਰਸ਼ਨ: [1154, 1912, 1356, 1923]
- page-number: 9: [6, 2, 52, 44]
- poppy-photo: [5, 1379, 377, 1568]
- civil-defence-body-b: ਪਟਿਆਲਾ 7 ਫਰਵਰੀ (ਗੁਰਪ੍ਰਤਾਪ ਸਿੰਘ ਸਾਹੀ)- ਸ੍ਰੀ ਸੰਜੀਵ ਕਾਲੜਾ ਆਈ.ਪੀ.ਐਸ ਐਸ.ਐਸ.ਪੀ ਸਿਵਲ ਡਿਫੈਂਸ ਪੰਜਾਬ ਅਤੇ ਡਾਇਰੈਕਟਰ ਸਿਵਲ ਡਿਫੈਂਸ ਪੰਜਾਬ ਦੇ ਦਿਸ਼ਾ ਨਿਰਦੇਸ਼ਾਂ ਅਨੁਸਾਰ ਅਤੇ ਚੀਫ਼ ਵਾਰਡਨ ਸਿਵਲ ਡਿਫੈਂਸ ਦੀ ਅਗਵਾਈ ਹੇਠ ਚੱਲ ਰਹੇ ਸੱਤ ਰੋਜ਼ਾ ਸਿਖਲਾਈ ਕੈਂਪ ਦੌਰਾਨ ਸਿਵਲ ਡਿਫੈਂਸ ਵਲੰਟੀਅਰਾਂ ਨੂੰ ਫਾਇਰ ਬ੍ਰਿਗੇਡ ਅਤੇ ਡਿਜ਼ਾਸਟਰ ਮੈਨੇਜਮੈਂਟ ਬਾਰੇ ਵਿਸਥਾਰਪੂਰਵਕ ਜਾਣਕਾਰੀ ਦਿੱਤੀ ਗਈ। ਫਾਇਰ ਅਫ਼ਸਰ ਨੇ ਅੱਗ ਲੱਗਣ ਦੀ ਸੂਰਤ ਵਿੱਚ ਬਚਾਅ ਦੇ ਤਰੀਕੇ, ਅੱਗ ਬੁਝਾਊ ਯੰਤਰਾਂ ਦੀ ਵਰਤੋਂ ਅਤੇ ਕੁਦਰਤੀ ਆਫ਼ਤਾਂ ਸਮੇਂ ਰਾਹਤ ਕਾਰਜਾਂ ਬਾਰੇ ਪ੍ਰੈਕਟੀਕਲ ਡੈਮੋ ਰਾਹੀਂ ਸਿਖਲਾਈ ਦਿੱਤੀ। ਉਨ੍ਹਾਂ ਕਿਹਾ ਕਿ ਕਿਸੇ ਵੀ ਐਮਰਜੈਂਸੀ ਸਮੇਂ ਘਬਰਾਉਣ ਦੀ ਬਜਾਏ ਸੂਝ-ਬੂਝ ਨਾਲ ਕੰਮ ਲੈਣਾ ਚਾਹੀਦਾ ਹੈ। ਇਸ ਮੌਕੇ ਵੱਡੀ ਗਿਣਤੀ ਵਿੱਚ ਵਲੰਟੀਅਰ ਹਾਜ਼ਰ ਸਨ।: [763, 1066, 1149, 1155]
- lead-body-right: ਮੋਹਾਲੀ, 7 ਫਰਵਰੀ (ਮਨਜੀਤ ਸਿੰਘ ਚਾਨਾ)- ਪੰਜਾਬ ਸਕੂਲ ਸਿੱਖਿਆ ਬੋਰਡ ਸੇਵਾਮੁਕਤ ਅਧਿਕਾਰੀ/ਕਰਮਚਾਰੀ ਵੈਲਫੇਅਰ ਐਸੋਸੀਏਸ਼ਨ ਦੀ ਅਗਵਾਈ ਵਿੱਚ ਸਾਲਾਨਾ ਮੇਲ-ਜੋਲ ਸਮਾਗਮ ਬੋਰਡ ਦੇ ਕੰਪਲੈਕਸ ਵਿਖੇ ਕਰਵਾਇਆ ਗਿਆ। ਇਸ ਸਮਾਗਮ ਵਿੱਚ ਬੋਰਡ ਦੇ ਚੇਅਰਮੈਨ ਡਾ. ਅਮਰਪਾਲ ਸਿੰਘ ਨੇ ਮੁੱਖ ਮਹਿਮਾਨ ਵਜੋਂ ਸ਼ਿਰਕਤ ਕੀਤੀ। ਇਸ ਮੌਕੇ ਸੇਵਾਮੁਕਤ ਅਧਿਕਾਰੀਆਂ ਅਤੇ ਕਰਮਚਾਰੀਆਂ ਨੇ ਆਪਣੇ ਪੁਰਾਣੇ ਸਾਥੀਆਂ ਨਾਲ ਮਿਲ ਕੇ ਯਾਦਾਂ ਤਾਜ਼ਾ ਕੀਤੀਆਂ। ਐਸੋਸੀਏਸ਼ਨ ਦੇ ਪ੍ਰਧਾਨ ਨੇ ਮੁੱਖ ਮਹਿਮਾਨ ਅਤੇ ਹੋਰ ਪਤਵੰਤਿਆਂ ਦਾ ਸਵਾਗਤ ਕੀਤਾ ਅਤੇ ਐਸੋਸੀਏਸ਼ਨ ਵੱਲੋਂ ਕੀਤੇ ਜਾ ਰਹੇ ਕਾਰਜਾਂ ਬਾਰੇ ਜਾਣਕਾਰੀ ਦਿੱਤੀ। ਚੇਅਰਮੈਨ ਨੇ ਆਪਣੇ ਸੰਬੋਧਨ ਵਿੱਚ ਕਿਹਾ ਕਿ ਸੇਵਾਮੁਕਤ ਕਰਮਚਾਰੀਆਂ ਦਾ ਤਜਰਬਾ ਬੋਰਡ ਲਈ ਅਨਮੋਲ ਸਰਮਾਇਆ ਹੈ ਅਤੇ ਉਨ੍ਹਾਂ ਦੀਆਂ ਜਾਇਜ਼ ਮੰਗਾਂ ਨੂੰ ਪਹਿਲ ਦੇ ਆਧਾਰ 'ਤੇ ਹੱਲ ਕੀਤਾ ਜਾਵੇਗਾ। ਇਸ ਮੌਕੇ 75 ਸਾਲ ਤੋਂ ਵੱਧ ਉਮਰ ਦੇ ਮੈਂਬਰਾਂ ਨੂੰ ਸਨਮਾਨਿਤ ਵੀ ਕੀਤਾ ਗਿਆ। ਸਮਾਗਮ ਦੌਰਾਨ ਸੱਭਿਆਚਾਰਕ ਪ੍ਰੋਗਰਾਮ ਵੀ ਪੇਸ਼ ਕੀਤਾ ਗਿਆ ਅਤੇ ਸਾਰਿਆਂ ਨੇ ਮਿਲ ਕੇ ਦੁਪਹਿਰ ਦਾ ਭੋਜਨ ਕੀਤਾ। ਐਸੋਸੀਏਸ਼ਨ ਦੇ ਜਨਰਲ ਸਕੱਤਰ ਨੇ ਸਾਰਿਆਂ ਦਾ ਧੰਨਵਾਦ ਕੀਤਾ।: [1158, 173, 1505, 314]
- masthead-rule: [0, 49, 1512, 52]
- civil-defence-body-c: ਪਟਿਆਲਾ 7 ਫਰਵਰੀ (ਗੁਰਪ੍ਰਤਾਪ ਸਿੰਘ ਸਾਹੀ)- ਸ੍ਰੀ ਸੰਜੀਵ ਕਾਲੜਾ ਆਈ.ਪੀ.ਐਸ ਐਸ.ਐਸ.ਪੀ ਸਿਵਲ ਡਿਫੈਂਸ ਪੰਜਾਬ ਅਤੇ ਡਾਇਰੈਕਟਰ ਸਿਵਲ ਡਿਫੈਂਸ ਪੰਜਾਬ ਦੇ ਦਿਸ਼ਾ ਨਿਰਦੇਸ਼ਾਂ ਅਨੁਸਾਰ ਅਤੇ ਚੀਫ਼ ਵਾਰਡਨ ਸਿਵਲ ਡਿਫੈਂਸ ਦੀ ਅਗਵਾਈ ਹੇਠ ਚੱਲ ਰਹੇ ਸੱਤ ਰੋਜ਼ਾ ਸਿਖਲਾਈ ਕੈਂਪ ਦੌਰਾਨ ਸਿਵਲ ਡਿਫੈਂਸ ਵਲੰਟੀਅਰਾਂ ਨੂੰ ਫਾਇਰ ਬ੍ਰਿਗੇਡ ਅਤੇ ਡਿਜ਼ਾਸਟਰ ਮੈਨੇਜਮੈਂਟ ਬਾਰੇ ਵਿਸਥਾਰਪੂਰਵਕ ਜਾਣਕਾਰੀ ਦਿੱਤੀ ਗਈ। ਫਾਇਰ ਅਫ਼ਸਰ ਨੇ ਅੱਗ ਲੱਗਣ ਦੀ ਸੂਰਤ ਵਿੱਚ ਬਚਾਅ ਦੇ ਤਰੀਕੇ, ਅੱਗ ਬੁਝਾਊ ਯੰਤਰਾਂ ਦੀ ਵਰਤੋਂ ਅਤੇ ਕੁਦਰਤੀ ਆਫ਼ਤਾਂ ਸਮੇਂ ਰਾਹਤ ਕਾਰਜਾਂ ਬਾਰੇ ਪ੍ਰੈਕਟੀਕਲ ਡੈਮੋ ਰਾਹੀਂ ਸਿਖਲਾਈ ਦਿੱਤੀ। ਉਨ੍ਹਾਂ ਕਿਹਾ ਕਿ ਕਿਸੇ ਵੀ ਐਮਰਜੈਂਸੀ ਸਮੇਂ ਘਬਰਾਉਣ ਦੀ ਬਜਾਏ ਸੂਝ-ਬੂਝ ਨਾਲ ਕੰਮ ਲੈਣਾ ਚਾਹੀਦਾ ਹੈ। ਇਸ ਮੌਕੇ ਵੱਡੀ ਗਿਣਤੀ ਵਿੱਚ ਵਲੰਟੀਅਰ ਹਾਜ਼ਰ ਸਨ।: [957, 1181, 1149, 1361]
- jatte-photo: [5, 1852, 377, 2090]
- bachian-headline: ਬੱਚਿਆਂ ਦੇ ਸਰਬਪੱਖੀ ਵਿਕਾਸ ਲਈ ਮਾਪਿਆਂ ਅਤੇ ਅਧਿਆਪਕਾਂ ਦੀ ਇੱਕਸੁਰਤਾ ਜ਼ਰੂਰੀ - ਡੀਈਓ ਤਰਵਿੰਦਰ ਕੌਰ: [390, 1890, 1139, 1951]
- divider: [386, 1885, 1142, 1887]
- ravidas-body: ਨਵਾਂਸ਼ਹਿਰ ਰਾਹੋਂ 07 ਫਰਵਰੀ (ਕੁਲਵਿੰਦਰ ਸਿੰਘ ਰਾਏ) 649ਵੇਂ ਸ੍ਰੀ ਗੁਰੂ ਰਵਿਦਾਸ ਜੀ ਦੇ ਪ੍ਰਕਾਸ਼ ਉਤਸਵ ਸਬੰਧੀ ਸ੍ਰੀ ਗੁਰੂ ਰਵਿਦਾਸ ਪ੍ਰਬੰਧਕ ਕਮੇਟੀ ਪਿੰਡ ਦੂਸਰਾਪੁਰ ਦੇ ਸਹਿਯੋਗ ਨਾਲ ਪੰਜ ਪਿਆਰਿਆਂ ਦੀ ਅਗਵਾਈ ਹੇਠ ਵਿਸ਼ਾਲ ਨਗਰ ਕੀਰਤਨ ਸਜਾਇਆ ਗਿਆ। ਨਗਰ ਕੀਰਤਨ ਵਿੱਚ ਵੱਡੀ ਗਿਣਤੀ ਵਿੱਚ ਸੰਗਤਾਂ ਨੇ ਸ਼ਮੂਲੀਅਤ ਕੀਤੀ। ਵੱਖ-ਵੱਖ ਪੜਾਵਾਂ 'ਤੇ ਸੰਗਤਾਂ ਵੱਲੋਂ ਨਗਰ ਕੀਰਤਨ ਦਾ ਭਰਵਾਂ ਸਵਾਗਤ ਕੀਤਾ ਗਿਆ ਅਤੇ ਲੰਗਰ ਲਗਾਏ ਗਏ। ਕੀਰਤਨੀ ਜਥਿਆਂ ਨੇ ਗੁਰਬਾਣੀ ਦਾ ਰਸਭਿੰਨਾ ਕੀਰਤਨ ਕੀਤਾ। ਪ੍ਰਬੰਧਕ ਕਮੇਟੀ ਵੱਲੋਂ ਸਹਿਯੋਗ ਦੇਣ ਵਾਲੀਆਂ ਸ਼ਖ਼ਸੀਅਤਾਂ ਨੂੰ ਸਿਰੋਪਾਓ ਦੇ ਕੇ ਸਨਮਾਨਿਤ ਕੀਤਾ ਗਿਆ।: [1158, 1129, 1505, 1206]
- patrakar2-body: ਫਗਵਾੜਾ 7 ਫਰਵਰੀ (ਏ.ਡੀ.ਸੱਗੂ) ਫਗਵਾੜਾ ਪੱਤਰਕਾਰ ਭਾਈਚਾਰੇ ਲਈ ਅੱਜ ਦਾ ਦਿਨ ਬਹੁਤ ਹੀ ਦੁਖਦਾਈ ਰਿਹਾ ਜਦੋਂ ਸੀਨੀਅਰ ਪੱਤਰਕਾਰ ਅਸ਼ੋਕ ਸ਼ਰਮਾ ਇਸ ਫਾਨੀ ਦੁਨੀਆ ਨੂੰ ਅਲਵਿਦਾ ਕਹਿ ਗਏ। ਉਹ ਕੁਝ ਸਮੇਂ ਤੋਂ ਬਿਮਾਰ ਚੱਲ ਰਹੇ ਸਨ। ਉਨ੍ਹਾਂ ਦਾ ਅੰਤਿਮ ਸੰਸਕਾਰ ਅੱਜ ਦੁਪਹਿਰ 12.30 ਵਜੇ ਬਾਬਾ ਗਧੀਆ ਸ਼ਮਸ਼ਾਨ ਘਾਟ ਵਿਖੇ ਕੀਤਾ ਜਾਵੇਗਾ। ਪੱਤਰਕਾਰ ਸੰਗਠਨ ਦੇ ਅਹੁਦੇਦਾਰਾਂ ਨੇ ਉਨ੍ਹਾਂ ਦੇ ਅਕਾਲ ਚਲਾਣੇ 'ਤੇ ਡੂੰਘੇ ਦੁੱਖ ਦਾ ਪ੍ਰਗਟਾਵਾ ਕੀਤਾ ਅਤੇ ਪਰਿਵਾਰ ਨਾਲ ਹਮਦਰਦੀ ਜਤਾਈ।: [90, 1131, 375, 1207]
- jatte-kicker: ਚੋਰ ਜਲਦ ਹੀ ਪੁਲਿਸ ਦੀ ਗ੍ਰਿਫਤ ਵਿੱਚ ਹੋਣਗੇ : ਡੀਐਸਪੀ ਇਕਬਾਲ ਸਿੰਘ: [5, 1803, 235, 1814]
- patrakar2-headline-box: [5, 1077, 375, 1124]
- nashe-body-d: ਸ੍ਰੀ ਮੁਕਤਸਰ ਸਾਹਿਬ/ਲੰਬੀ/ਗਿੱਦੜਬਾਹਾ, 07 ਫਰਵਰੀ (ਕੁਲਦੀਪ ਸਿੰਘ ਘੋਲੀਆ)- ਪੰਜਾਬ ਸਰਕਾਰ ਵੱਲੋਂ ਸੂਬੇ ਨੂੰ ਨਸ਼ਾ ਮੁਕਤ ਬਣਾਉਣ ਲਈ ਚਲਾਈ ਜਾ ਰਹੀ ਯੁੱਧ ਨਸ਼ਿਆਂ ਵਿਰੁੱਧ ਮੁਹਿੰਮ ਤਹਿਤ ਪੰਜਾਬ ਦੇ ਖੇਤੀਬਾੜੀ ਮੰਤਰੀ ਗੁਰਮੀਤ ਸਿੰਘ ਖੁੱਡੀਆਂ ਵੱਲੋਂ ਵਿਲੇਜ ਡਿਫੈਂਸ ਕਮੇਟੀਆਂ ਨਾਲ ਮੀਟਿੰਗ ਕੀਤੀ ਗਈ। ਉਨ੍ਹਾਂ ਕਿਹਾ ਕਿ ਨਸ਼ਿਆਂ ਦੇ ਖ਼ਾਤਮੇ ਲਈ ਸਮਾਜ ਦੇ ਸਾਰੇ ਵਰਗਾਂ ਦਾ ਸਹਿਯੋਗ ਬਹੁਤ ਜ਼ਰੂਰੀ ਹੈ। ਪਿੰਡਾਂ ਦੀਆਂ ਕਮੇਟੀਆਂ ਨਸ਼ਾ ਤਸਕਰਾਂ ਦੀ ਜਾਣਕਾਰੀ ਪੁਲਿਸ ਨਾਲ ਸਾਂਝੀ ਕਰਨ ਤਾਂ ਜੋ ਉਨ੍ਹਾਂ ਵਿਰੁੱਧ ਸਖ਼ਤ ਕਾਰਵਾਈ ਕੀਤੀ ਜਾ ਸਕੇ। ਇਸ ਮੌਕੇ ਜ਼ਿਲ੍ਹਾ ਪ੍ਰਸ਼ਾਸਨ ਦੇ ਅਧਿਕਾਰੀਆਂ ਨੇ ਦੱਸਿਆ ਕਿ ਹੁਣ ਤੱਕ 256 ਕੇਸ ਦਰਜ ਕੀਤੇ ਗਏ ਹਨ ਅਤੇ 11,877 ਨਸ਼ੀਲੀਆਂ ਗੋਲੀਆਂ ਬਰਾਮਦ ਕੀਤੀਆਂ ਗਈਆਂ ਹਨ। ਨਸ਼ਾ ਪੀੜਤਾਂ ਦੇ ਇਲਾਜ ਲਈ ਨਸ਼ਾ ਛੁਡਾਊ ਕੇਂਦਰਾਂ ਵਿੱਚ ਮੁਫ਼ਤ ਸਹੂਲਤਾਂ ਦਿੱਤੀਆਂ ਜਾ ਰਹੀਆਂ ਹਨ। ਮੰਤਰੀ ਨੇ ਪਿੰਡਾਂ ਦੇ ਨੌਜਵਾਨਾਂ ਨੂੰ ਖੇਡਾਂ ਨਾਲ ਜੁੜਨ ਦਾ ਸੱਦਾ ਦਿੱਤਾ ਅਤੇ ਕਿਹਾ ਕਿ ਸਰਕਾਰ ਪਿੰਡਾਂ ਵਿੱਚ ਖੇਡ ਮੈਦਾਨ ਬਣਾ ਰਹੀ ਹੈ। ਇਸ ਮੌਕੇ ਪੰਚਾਇਤਾਂ ਦੇ ਨੁਮਾਇੰਦੇ, ਪੁਲਿਸ ਅਧਿਕਾਰੀ ਅਤੇ ਪਿੰਡਾਂ ਦੇ ਪਤਵੰਤੇ ਹਾਜ਼ਰ ਸਨ।: [563, 1724, 963, 1839]
- lead-headline: ਯਾਦਗਾਰੀ ਹੋ ਨਿਬੜਿਆ ਸੇਵ ਮੁਕਤ ਅਧਿਕਾਰੀਆਂ-ਕਰਮਚਾਰੀਆਂ ਦੇ ਮੇਲ-ਜੋਲ ਸਮਾਗਮ: [461, 82, 1430, 117]
- bathinda-body: ਫਗਵਾੜਾ 7 ਫਰਵਰੀ (ਏ.ਡੀ.ਸੱਗੂ) ਬਠਿੰਡਾ ਵਿਖੇ ਕੀਤੇ ਗਏ ਕਿਸਾਨਾਂ ਉੱਪਰ ਪੰਜਾਬ ਸਰਕਾਰ ਦੇ ਹੁਕਮਾਂ 'ਤੇ ਪੁਲਿਸ ਵਲੋਂ ਕੀਤੇ ਗਏ ਅੰਨ੍ਹੇ ਲਾਠੀਚਾਰਜ ਦੀ ਸਖ਼ਤ ਸ਼ਬਦਾਂ ਵਿੱਚ ਨਿੰਦਾ ਕਰਦਿਆਂ ਭਾਜਪਾ ਦੇ ਸੂਬਾਈ ਆਗੂ ਮਨਜੀਤ ਸਿੰਘ ਰਾਏ ਨੇ ਕਿਹਾ ਕਿ ਇਸ ਘਟਨਾ ਨੇ ਭਗਵੰਤ ਮਾਨ ਸਰਕਾਰ ਦਾ ਅਸਲੀ ਚਿਹਰਾ ਬੇਨਕਾਬ ਕਰ ਦਿੱਤਾ ਹੈ। ਉਨ੍ਹਾਂ ਕਿਹਾ ਕਿ ਜਿਹੜੀ ਸਰਕਾਰ ਅੰਦੋਲਨਾਂ ਵਿੱਚੋਂ ਨਿਕਲ ਕੇ ਸੱਤਾ ਵਿੱਚ ਆਈ ਸੀ, ਅੱਜ ਉਹੀ ਸਰਕਾਰ ਅੰਦੋਲਨਕਾਰੀਆਂ ਦੀ ਦੁਸ਼ਮਣ ਬਣ ਗਈ ਹੈ। ਕਿਸਾਨ ਆਪਣੀਆਂ ਜਾਇਜ਼ ਮੰਗਾਂ ਲਈ ਸ਼ਾਂਤਮਈ ਢੰਗ ਨਾਲ ਸੰਘਰਸ਼ ਕਰ ਰਹੇ ਸਨ ਪਰ ਸਰਕਾਰ ਨੇ ਉਨ੍ਹਾਂ ਉੱਪਰ ਡੰਡੇ ਵਰ੍ਹਾ ਕੇ ਲੋਕਤੰਤਰ ਦਾ ਘਾਣ ਕੀਤਾ ਹੈ। ਉਨ੍ਹਾਂ ਮੰਗ ਕੀਤੀ ਕਿ ਦੋਸ਼ੀ ਪੁਲਿਸ ਅਧਿਕਾਰੀਆਂ ਵਿਰੁੱਧ ਸਖ਼ਤ ਕਾਰਵਾਈ ਕੀਤੀ ਜਾਵੇ ਅਤੇ ਕਿਸਾਨਾਂ ਦੀਆਂ ਮੰਗਾਂ ਤੁਰੰਤ ਮੰਨੀਆਂ ਜਾਣ। ਇਸ ਮੌਕੇ ਉਨ੍ਹਾਂ ਨਾਲ ਵੱਡੀ ਗਿਣਤੀ ਵਿੱਚ ਪਾਰਟੀ ਵਰਕਰ ਹਾਜ਼ਰ ਸਨ।: [5, 724, 375, 827]
- jatte-headline: ਜੈਤੋ ਵਿਖੇ ਤੇਲ ਫੈਕਟਰੀ ਵਿੱਚ ਲੱਖਾਂ ਦੀ ਚੋਰੀ, ਇਕ ਲਾਇਸੰਸੀ ਪਿਸਤੌਲ ਤੇ ਇਲੈਕਟ੍ਰੋਨਿਕ ਕੰਡਾ ਵੀ ਚੋਰ ਚੁਰਾ ਕੇ ਲੈ ਗਏ: [5, 1767, 375, 1801]
- masthead: [0, 0, 1512, 47]
- kuldeep-headline-box: [1158, 659, 1505, 727]
- bachian-photo: [566, 1977, 906, 2178]
- bathinda-kicker: ਕਿਹਾ- ਅੰਦੋਲਨਾਂ ਤੋਂ ਨਿਕਲੀ ਸਰਕਾਰ ਬਣੀ ਅੰਦੋਲਨਕਾਰੀਆਂ ਦੀ ਦੁਸ਼ਮਣ: [5, 519, 265, 532]
- lead-photo-group: [571, 172, 1154, 441]
- nashe-headline-box: [386, 1405, 1142, 1439]
- nashe-subhead: ਕੈਬਨਿਟ ਮੰਤਰੀ ਨੇ ਯੁੱਧ ਨਸ਼ਿਆਂ ਵਿਰੁੱਧ ਮੁਹਿੰਮ ਤਹਿਤ ਵੀ.ਡੀ.ਸੀ.ਕਮੇਟੀਆਂ ਨਾਲ ਕੀਤੀ ਮੀਟਿੰਗ: [386, 1441, 812, 1455]
- divider: [5, 1042, 375, 1044]
- jatte-headline-box: [5, 1767, 375, 1849]
- nss-camp-headline-box: [5, 60, 375, 106]
- lead-headline-box: [386, 82, 1505, 134]
- bachian-body-a: ਲੋਂਗੋਵਾਲ, 6 ਫਰਵਰੀ (ਪ੍ਰਦੀਪ ਮਾਹਲਾ)- ਸਕੂਲ ਸਿੱਖਿਆ ਵਿਭਾਗ ਪੰਜਾਬ ਵੱਲੋਂ ਪੰਜਾਬ ਸਰਕਾਰ ਦੇ ਦਿਸ਼ਾ ਨਿਰਦੇਸ਼ਾਂ ਹੇਠ ਸਰਕਾਰੀ ਸਕੂਲਾਂ ਵਿੱਚ ਮਾਪੇ ਅਧਿਆਪਕ ਮਿਲਣੀ ਕਰਵਾਈ ਗਈ। ਇਸ ਮੌਕੇ ਜ਼ਿਲ੍ਹਾ ਸਿੱਖਿਆ ਅਫ਼ਸਰ ਤਰਵਿੰਦਰ ਕੌਰ ਨੇ ਵਿਸ਼ੇਸ਼ ਤੌਰ 'ਤੇ ਸ਼ਿਰਕਤ ਕਰਦਿਆਂ ਕਿਹਾ ਕਿ ਬੱਚਿਆਂ ਦੇ ਸਰਬਪੱਖੀ ਵਿਕਾਸ ਲਈ ਮਾਪਿਆਂ ਅਤੇ ਅਧਿਆਪਕਾਂ ਦੀ ਇੱਕਸੁਰਤਾ ਬਹੁਤ ਜ਼ਰੂਰੀ ਹੈ। ਉਨ੍ਹਾਂ ਕਿਹਾ ਕਿ ਮਾਪੇ ਬੱਚਿਆਂ ਦੀ ਪੜ੍ਹਾਈ ਵੱਲ ਵਿਸ਼ੇਸ਼ ਧਿਆਨ ਦੇਣ ਅਤੇ ਸਮੇਂ-ਸਮੇਂ 'ਤੇ ਸਕੂਲ ਆ ਕੇ ਅਧਿਆਪਕਾਂ ਨਾਲ ਸੰਪਰਕ ਕਰਨ। ਇਸ ਮੌਕੇ ਮਾਪਿਆਂ ਨੂੰ ਬੱਚਿਆਂ ਦੀ ਕਾਰਗੁਜ਼ਾਰੀ ਬਾਰੇ ਜਾਣੂ ਕਰਵਾਇਆ ਗਿਆ ਅਤੇ ਸਰਕਾਰ ਵੱਲੋਂ ਦਿੱਤੀਆਂ ਜਾ ਰਹੀਆਂ ਸਹੂਲਤਾਂ ਬਾਰੇ ਦੱਸਿਆ ਗਿਆ। ਪ੍ਰਿੰਸੀਪਲ ਅਤੇ ਸਮੂਹ ਸਟਾਫ਼ ਨੇ ਮੁੱਖ ਮਹਿਮਾਨ ਦਾ ਧੰਨਵਾਦ ਕੀਤਾ।: [386, 1978, 561, 2171]
- portrait-photo: [98, 593, 184, 720]
- issue-date: ਐਤਵਾਰ 8 ਫਰਵਰੀ 2026: [65, 11, 238, 31]
- patrakar1-headline: ਸੀਨੀਅਰ ਪੱਤਰਕਾਰ ਅਸ਼ੋਕ ਸ਼ਰਮਾ ਨਹੀਂ ਰਹੇ, ਫਗਵਾੜਾ: [5, 1048, 269, 1063]
- nss-camp-headline: ਸੰਤ ਬਾਬਾ ਅਤਰ ਸਿੰਘ ਖ਼ਾਲਸਾ ਕਾਲਜ ਸੰਢੌੜ ਵਿਖੇ 7 ਰੋਜ਼ਾ ਐਨ ਐਸ ਐਸ ਕੈਂਪ ਦੀ ਸ਼ੁਰੂਆਤ: [5, 60, 365, 99]
- lead-subhead: ਬੋਰਡ ਦੇ ਚੇਅਰਮੈਨ ਡਾ. ਅਮਰਪਾਲ ਸਿੰਘ ਮੁੱਖ ਮਹਿਮਾਨ ਵਜੋਂ ਸ਼ਾਮਲ ਹੋਏ: [723, 136, 1168, 154]
- nashe-body-b: ਸ੍ਰੀ ਮੁਕਤਸਰ ਸਾਹਿਬ/ਲੰਬੀ/ਗਿੱਦੜਬਾਹਾ, 07 ਫਰਵਰੀ (ਕੁਲਦੀਪ ਸਿੰਘ ਘੋਲੀਆ)- ਪੰਜਾਬ ਸਰਕਾਰ ਵੱਲੋਂ ਸੂਬੇ ਨੂੰ ਨਸ਼ਾ ਮੁਕਤ ਬਣਾਉਣ ਲਈ ਚਲਾਈ ਜਾ ਰਹੀ ਯੁੱਧ ਨਸ਼ਿਆਂ ਵਿਰੁੱਧ ਮੁਹਿੰਮ ਤਹਿਤ ਪੰਜਾਬ ਦੇ ਖੇਤੀਬਾੜੀ ਮੰਤਰੀ ਗੁਰਮੀਤ ਸਿੰਘ ਖੁੱਡੀਆਂ ਵੱਲੋਂ ਵਿਲੇਜ ਡਿਫੈਂਸ ਕਮੇਟੀਆਂ ਨਾਲ ਮੀਟਿੰਗ ਕੀਤੀ ਗਈ। ਉਨ੍ਹਾਂ ਕਿਹਾ ਕਿ ਨਸ਼ਿਆਂ ਦੇ ਖ਼ਾਤਮੇ ਲਈ ਸਮਾਜ ਦੇ ਸਾਰੇ ਵਰਗਾਂ ਦਾ ਸਹਿਯੋਗ ਬਹੁਤ ਜ਼ਰੂਰੀ ਹੈ। ਪਿੰਡਾਂ ਦੀਆਂ ਕਮੇਟੀਆਂ ਨਸ਼ਾ ਤਸਕਰਾਂ ਦੀ ਜਾਣਕਾਰੀ ਪੁਲਿਸ ਨਾਲ ਸਾਂਝੀ ਕਰਨ ਤਾਂ ਜੋ ਉਨ੍ਹਾਂ ਵਿਰੁੱਧ ਸਖ਼ਤ ਕਾਰਵਾਈ ਕੀਤੀ ਜਾ ਸਕੇ। ਇਸ ਮੌਕੇ ਜ਼ਿਲ੍ਹਾ ਪ੍ਰਸ਼ਾਸਨ ਦੇ ਅਧਿਕਾਰੀਆਂ ਨੇ ਦੱਸਿਆ ਕਿ ਹੁਣ ਤੱਕ 256 ਕੇਸ ਦਰਜ ਕੀਤੇ ਗਏ ਹਨ ਅਤੇ 11,877 ਨਸ਼ੀਲੀਆਂ ਗੋਲੀਆਂ ਬਰਾਮਦ ਕੀਤੀਆਂ ਗਈਆਂ ਹਨ। ਨਸ਼ਾ ਪੀੜਤਾਂ ਦੇ ਇਲਾਜ ਲਈ ਨਸ਼ਾ ਛੁਡਾਊ ਕੇਂਦਰਾਂ ਵਿੱਚ ਮੁਫ਼ਤ ਸਹੂਲਤਾਂ ਦਿੱਤੀਆਂ ਜਾ ਰਹੀਆਂ ਹਨ। ਮੰਤਰੀ ਨੇ ਪਿੰਡਾਂ ਦੇ ਨੌਜਵਾਨਾਂ ਨੂੰ ਖੇਡਾਂ ਨਾਲ ਜੁੜਨ ਦਾ ਸੱਦਾ ਦਿੱਤਾ ਅਤੇ ਕਿਹਾ ਕਿ ਸਰਕਾਰ ਪਿੰਡਾਂ ਵਿੱਚ ਖੇਡ ਮੈਦਾਨ ਬਣਾ ਰਹੀ ਹੈ। ਇਸ ਮੌਕੇ ਪੰਚਾਇਤਾਂ ਦੇ ਨੁਮਾਇੰਦੇ, ਪੁਲਿਸ ਅਧਿਕਾਰੀ ਅਤੇ ਪਿੰਡਾਂ ਦੇ ਪਤਵੰਤੇ ਹਾਜ਼ਰ ਸਨ।: [386, 1588, 558, 1846]
- ravidas-headline-box: [1158, 899, 1505, 954]
- portrait-photo: [191, 593, 277, 720]
- patrakar2-headline: ਪੱਤਰਕਾਰ ਸੰਗਠਨ ਨੇ ਕੀਤਾ ਡੂੰਘੇ ਦੁੱਖ ਦਾ ਪ੍ਰਗਟਾਵਾ: [5, 1077, 297, 1095]
- lead-photo-group-2: [571, 443, 1154, 649]
- divider: [5, 1312, 375, 1313]
- poppy-headline-box: [5, 1316, 375, 1376]
- bachian-headline-box: [386, 1890, 1142, 1972]
- delhi-photo: [1154, 1953, 1506, 2136]
- guru-amardas-headline: ਗੁਰੂ ਅਮਰਦਾਸ ਪਬਲਿਕ ਸਕੂਲ ਵਿਖੇ ਵਿਦਿਆਰਥੀਆਂ ਨੂੰ ਦਿੱਤੀ 'ਅਡਿਉ' ਵਿਦਾਇਗੀ ਪਾਰਟੀ: [386, 659, 1057, 682]
- portrait-photo: [5, 593, 91, 720]
- divider: [5, 1762, 375, 1764]
- poppy-headline: ਸ਼ੁਤਰਾਣਾ ਪੁਲਿਸ ਨੇ 1 ਕੁਇੰਟਲ 50 ਕਿੱਲੋ ਚੂਰਾ ਪੋਸਤ ਭੁੱਕੀ ਸਮੇਤ ਦੋ ਵਿਅਕਤੀ ਕਾਬੂ ਕਰਨ ਦਾ ਕੀਤਾ ਦਾਅਵਾ: [5, 1316, 350, 1349]
- khaal-headline: ਸਰਕਾਰੀ ਪੱਕੇ ਖਾਲ ਦੀ ਰੰਜਿਸ਼ ਨੂੰ ਲੈ ਕੇ ਦੋਹਰੇ ਕਤਲ ਦੇ ਮਾਮਲੇ 'ਚ ਪੁਲਿਸ ਕਾਰਵਾਈ: [1154, 1405, 1505, 1445]
- nashe-subhead-box: [386, 1441, 1142, 1463]
- civil-defence-headline-box: [386, 987, 1149, 1062]
- ravidas-headline: ਸ੍ਰੀ ਗੁਰੂ ਰਵਿਦਾਸ ਮਹਾਰਾਜ ਜੀ ਦੇ 649ਵੇਂ ਗੁਰ ਪੁਰਬ ਦੇ ਸਬੰਧ ਵਿੱਚ ਦੂਸਰਾ ਪੁਰ ਤੋਂ ਨਗਰ ਕੀਰਤਨ ਸਜਾਇਆ ਗਿਆ: [1158, 899, 1488, 935]
- ravidas-photo: [1158, 957, 1506, 1126]
- nashe-headline: ਨਸ਼ਿਆਂ ਦੇ ਖ਼ਾਤਮੇ ਲਈ ਸਾਰੇ ਵਰਗਾਂ ਦਾ ਸਹਿਯੋਗ ਜ਼ਰੂਰੀ-ਕੈਬਨਿਟ ਮੰਤਰੀ ਖੁੱਡੀਆਂ: [386, 1405, 1000, 1428]
- bathinda-headline: ਬਠਿੰਡਾ 'ਚ ਕਿਸਾਨਾਂ 'ਤੇ ਲਾਠੀਚਾਰਜ ਨੇ ਬੇਨਕਾਬ ਕੀਤਾ ਭਗਵੰਤ ਮਾਨ ਸਰਕਾਰ ਦਾ ਚਿਹਰਾ - ਮਨਜੀਤ ਸਿੰਘ ਰਾਏ: [5, 482, 355, 519]
- khaal-photo: [1154, 1486, 1506, 1643]
- khaal-headline-box: [1154, 1405, 1505, 1483]
- bachian-body-c: ਲੋਂਗੋਵਾਲ, 6 ਫਰਵਰੀ (ਪ੍ਰਦੀਪ ਮਾਹਲਾ)- ਸਕੂਲ ਸਿੱਖਿਆ ਵਿਭਾਗ ਪੰਜਾਬ ਵੱਲੋਂ ਪੰਜਾਬ ਸਰਕਾਰ ਦੇ ਦਿਸ਼ਾ ਨਿਰਦੇਸ਼ਾਂ ਹੇਠ ਸਰਕਾਰੀ ਸਕੂਲਾਂ ਵਿੱਚ ਮਾਪੇ ਅਧਿਆਪਕ ਮਿਲਣੀ ਕਰਵਾਈ ਗਈ। ਇਸ ਮੌਕੇ ਜ਼ਿਲ੍ਹਾ ਸਿੱਖਿਆ ਅਫ਼ਸਰ ਤਰਵਿੰਦਰ ਕੌਰ ਨੇ ਵਿਸ਼ੇਸ਼ ਤੌਰ 'ਤੇ ਸ਼ਿਰਕਤ ਕਰਦਿਆਂ ਕਿਹਾ ਕਿ ਬੱਚਿਆਂ ਦੇ ਸਰਬਪੱਖੀ ਵਿਕਾਸ ਲਈ ਮਾਪਿਆਂ ਅਤੇ ਅਧਿਆਪਕਾਂ ਦੀ ਇੱਕਸੁਰਤਾ ਬਹੁਤ ਜ਼ਰੂਰੀ ਹੈ। ਉਨ੍ਹਾਂ ਕਿਹਾ ਕਿ ਮਾਪੇ ਬੱਚਿਆਂ ਦੀ ਪੜ੍ਹਾਈ ਵੱਲ ਵਿਸ਼ੇਸ਼ ਧਿਆਨ ਦੇਣ ਅਤੇ ਸਮੇਂ-ਸਮੇਂ 'ਤੇ ਸਕੂਲ ਆ ਕੇ ਅਧਿਆਪਕਾਂ ਨਾਲ ਸੰਪਰਕ ਕਰਨ। ਇਸ ਮੌਕੇ ਮਾਪਿਆਂ ਨੂੰ ਬੱਚਿਆਂ ਦੀ ਕਾਰਗੁਜ਼ਾਰੀ ਬਾਰੇ ਜਾਣੂ ਕਰਵਾਇਆ ਗਿਆ ਅਤੇ ਸਰਕਾਰ ਵੱਲੋਂ ਦਿੱਤੀਆਂ ਜਾ ਰਹੀਆਂ ਸਹੂਲਤਾਂ ਬਾਰੇ ਦੱਸਿਆ ਗਿਆ। ਪ੍ਰਿੰਸੀਪਲ ਅਤੇ ਸਮੂਹ ਸਟਾਫ਼ ਨੇ ਮੁੱਖ ਮਹਿਮਾਨ ਦਾ ਧੰਨਵਾਦ ਕੀਤਾ।: [909, 1978, 1142, 2131]
- portrait-photo: [1423, 730, 1506, 850]
- kuldeep-headline: ਏ.ਐਸ.ਆਈ ਕੁਲਵਿੰਦਰ ਸਿੰਘ ਸੰਧੂ ਨੂੰ ਲਗਾਇਆ ਚੌਕੀ ਸਿਰੋਂ ਮੰਡੀ ਦਾ ਇੰਚਾਰਜ: [1158, 659, 1483, 696]
- column-rule: [380, 57, 381, 2405]
- nss-camp-body: ਸੰਢੌੜ 7 ਫਰਵਰੀ (ਜਸਵੀਰ ਸਿੰਘ ਰਸੂਲਪੁਰੀ)-ਪੰਜਾਬੀ ਯੂਨੀਵਰਸਿਟੀ ਪਟਿਆਲਾ ਦੇ ਤਿਆਰ ਸਿਲੇਬਸ ਅਨੁਸਾਰ ਅਤੇ ਇਲਾਕੇ ਦੀ ਇਕਲੌਤੀ ਸੰਸਥਾ ਸੰਤ ਬਾਬਾ ਅਤਰ ਸਿੰਘ ਖ਼ਾਲਸਾ ਕਾਲਜ ਸੰਢੌੜ ਵੱਲੋਂ ਸੱਤ ਰੋਜ਼ਾ ਐਨ ਐਸ ਐਸ ਕੈਂਪ ਦਾ ਆਗਾਜ਼ ਹੋਇਆ। ਜਿਸ ਦਾ ਉਦਘਾਟਨ ਕਾਲਜ ਦੇ ਜਨਰਲ ਸਕੱਤਰ ਸ. ਕਰਮਜੀਤ ਸਿੰਘ ਜਲਾਲ ਨੇ ਕੀਤਾ। ਇਹ ਸੱਤ ਰੋਜ਼ਾ ਕੈਂਪ ਕਾਲਜ ਪ੍ਰਿੰਸੀਪਲ ਡਾ. ਦਵਿੰਦਰ ਸਿੰਘ ਦੀ ਅਗਵਾਈ ਹੇਠ ਅਤੇ ਐਨ ਐਸ ਐਸ ਯੂਨਿਟ ਕੁਆਰਡੀਨੇਟਰ ਵਲੋਂ ਲਗਾਇਆ ਗਿਆ। ਪ੍ਰੋ ਸੰਤ ਸਿੰਘ ਅਤੇ ਪ੍ਰੋ ਹਰਸਿਮਰਨ ਸਿੰਘ ਦੀ ਨਿਗਰਾਨੀ ਹੇਠ ਸ਼ੁਰੂ ਹੋਇਆ। ਇਸ ਕੈਂਪ ਦੌਰਾਨ ਐਨ ਐਸ ਐਸ ਵਲੰਟੀਅਰਾਂ ਵਲੋਂ ਪਿੰਡ ਸੰਢੌੜ ਵਿਖੇ ਸਫ਼ਾਈ ਮੁਹਿੰਮ, ਵਾਤਾਵਰਣ ਸੰਭਾਲ ਅਤੇ ਨਸ਼ਿਆਂ ਵਿਰੁੱਧ ਜਾਗਰੂਕਤਾ ਰੈਲੀਆਂ ਕੱਢੀਆਂ ਜਾਣਗੀਆਂ। ਕਾਲਜ ਦੇ ਸਟਾਫ਼ ਮੈਂਬਰ ਅਤੇ ਵਿਦਿਆਰਥੀ ਵੱਡੀ ਗਿਣਤੀ ਵਿੱਚ ਹਾਜ਼ਰ ਸਨ।: [5, 283, 375, 385]
- divider: [386, 653, 1505, 654]
- khaal-body: ਸ੍ਰੀ ਮੁਕਤਸਰ ਸਾਹਿਬ/ਮੰਡੀ ਬਰੀਵਾਲਾ, 07 ਫਰਵਰੀ (ਕੁਲਦੀਪ ਸਿੰਘ ਘੋਲੀਆ)- ਪਿਛਲੇ ਦਿਨੀਂ ਪਿੰਡ ਵਿੱਚ ਸਰਕਾਰੀ ਪੱਕੇ ਖਾਲ ਦੀ ਰੰਜਿਸ਼ ਨੂੰ ਲੈ ਕੇ ਹੋਏ ਦੋਹਰੇ ਕਤਲ ਦੇ ਮਾਮਲੇ ਵਿੱਚ ਪੁਲਿਸ ਨੇ ਕਾਰਵਾਈ ਕਰਦਿਆਂ ਮੁਲਜ਼ਮਾਂ ਨੂੰ ਗ੍ਰਿਫ਼ਤਾਰ ਕਰ ਲਿਆ ਹੈ। ਜ਼ਿਲ੍ਹਾ ਪੁਲਿਸ ਮੁਖੀ ਨੇ ਪ੍ਰੈਸ ਕਾਨਫਰੰਸ ਦੌਰਾਨ ਦੱਸਿਆ ਕਿ ਦੋਵਾਂ ਧਿਰਾਂ ਵਿਚਕਾਰ ਖਾਲ ਨੂੰ ਲੈ ਕੇ ਕਾਫੀ ਸਮੇਂ ਤੋਂ ਝਗੜਾ ਚੱਲ ਰਿਹਾ ਸੀ। ਮੁਕੱਦਮਾ ਨੰਬਰ 21 ਮਿਤੀ 07.02.2026 ਅ/ਧ 103, 109, 61(2) ਬੀ.ਐਨ.ਐਸ ਅਤੇ 25/27/54/59 ਅਸਲਾ ਐਕਟ ਤਹਿਤ ਮਾਮਲਾ ਦਰਜ ਕੀਤਾ ਗਿਆ ਹੈ। ਪੁਲਿਸ ਵੱਲੋਂ ਵਾਰਦਾਤ ਵਿੱਚ ਵਰਤਿਆ ਗਿਆ ਹਥਿਆਰ ਅਤੇ ਗੱਡੀ ਵੀ ਬਰਾਮਦ ਕਰ ਲਈ ਗਈ ਹੈ ਅਤੇ ਬਾਕੀ ਮੁਲਜ਼ਮਾਂ ਦੀ ਭਾਲ ਜਾਰੀ ਹੈ।: [1154, 1646, 1505, 1736]
